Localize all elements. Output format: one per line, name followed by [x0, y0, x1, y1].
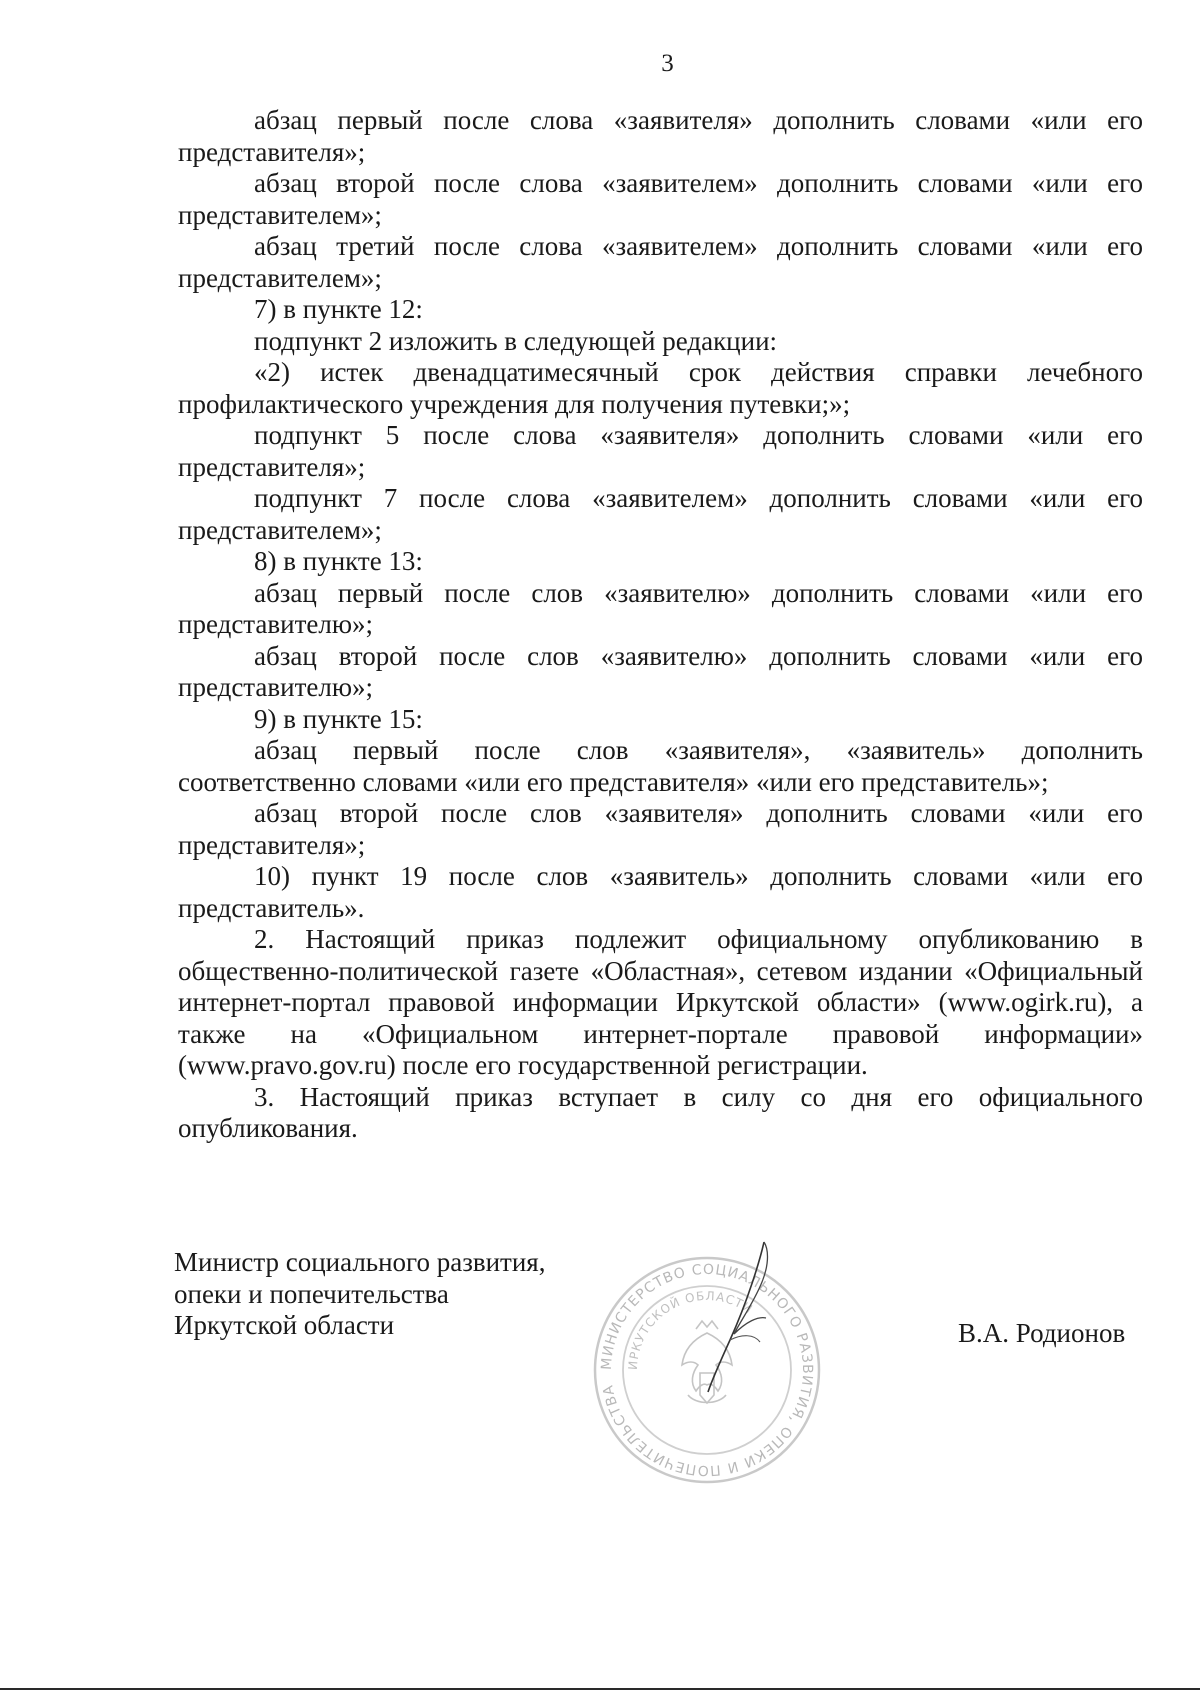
stamp-outer-text: МИНИСТЕРСТВО СОЦИАЛЬНОГО РАЗВИТИЯ, ОПЕКИ И ПОПЕЧИТЕЛЬСТВА	[598, 1261, 816, 1479]
paragraph: абзац первый после слов «заявителю» дополнить словами «или его представителю»;	[178, 577, 1143, 639]
page-number: 3	[661, 50, 674, 77]
paragraph: 2. Настоящий приказ подлежит официальному опубликованию в общественно-политической газете «Областная», сетевом издании «Официальный интернет-портал правовой информации Иркутской области» (www.ogirk.ru), а также на «Официальном интернет-портале правовой информации» (www.pravo.gov.ru) после его государственной регистрации.	[178, 924, 1143, 1080]
paragraph: подпункт 2 изложить в следующей редакции:	[254, 325, 778, 356]
paragraph: абзац первый после слова «заявителя» дополнить словами «или его представителя»;	[178, 105, 1143, 167]
paragraph: 8) в пункте 13:	[254, 546, 423, 576]
signatory-title-line: Иркутской области	[174, 1310, 395, 1340]
paragraph: 9) в пункте 15:	[254, 703, 423, 734]
paragraph: абзац первый после слов «заявителя», «заявитель» дополнить соответственно словами «или его представителя» «или его представитель»;	[178, 735, 1143, 797]
paragraph: абзац второй после слов «заявителя» дополнить словами «или его представителя»;	[178, 798, 1143, 860]
paragraph: абзац второй после слова «заявителем» дополнить словами «или его представителем»;	[178, 168, 1143, 230]
paragraph: 7) в пункте 12:	[254, 294, 423, 324]
signatory-title-line: Министр социального развития,	[174, 1247, 546, 1277]
paragraph: 3. Настоящий приказ вступает в силу со дня его официального опубликования.	[178, 1081, 1143, 1143]
handwritten-signature	[690, 1230, 800, 1400]
paragraph: 10) пункт 19 после слов «заявитель» дополнить словами «или его представитель».	[178, 861, 1143, 923]
paragraph: абзац второй после слов «заявителю» дополнить словами «или его представителю»;	[178, 640, 1143, 702]
page-bottom-rule	[0, 1688, 1200, 1690]
paragraph: подпункт 7 после слова «заявителем» дополнить словами «или его представителем»;	[178, 483, 1143, 545]
paragraph: подпункт 5 после слова «заявителя» дополнить словами «или его представителя»;	[178, 420, 1143, 482]
signatory-name: В.А. Родионов	[958, 1318, 1126, 1348]
signatory-title	[174, 1247, 545, 1342]
signatory-title-line: опеки и попечительства	[174, 1278, 449, 1309]
paragraph: абзац третий после слова «заявителем» дополнить словами «или его представителем»;	[178, 231, 1143, 293]
stamp-inner-text: ИРКУТСКОЙ ОБЛАСТИ	[625, 1288, 756, 1371]
paragraph: «2) истек двенадцатимесячный срок действия справки лечебного профилактического учреждения для получения путевки;»;	[178, 357, 1143, 419]
document-body	[178, 105, 1143, 1145]
